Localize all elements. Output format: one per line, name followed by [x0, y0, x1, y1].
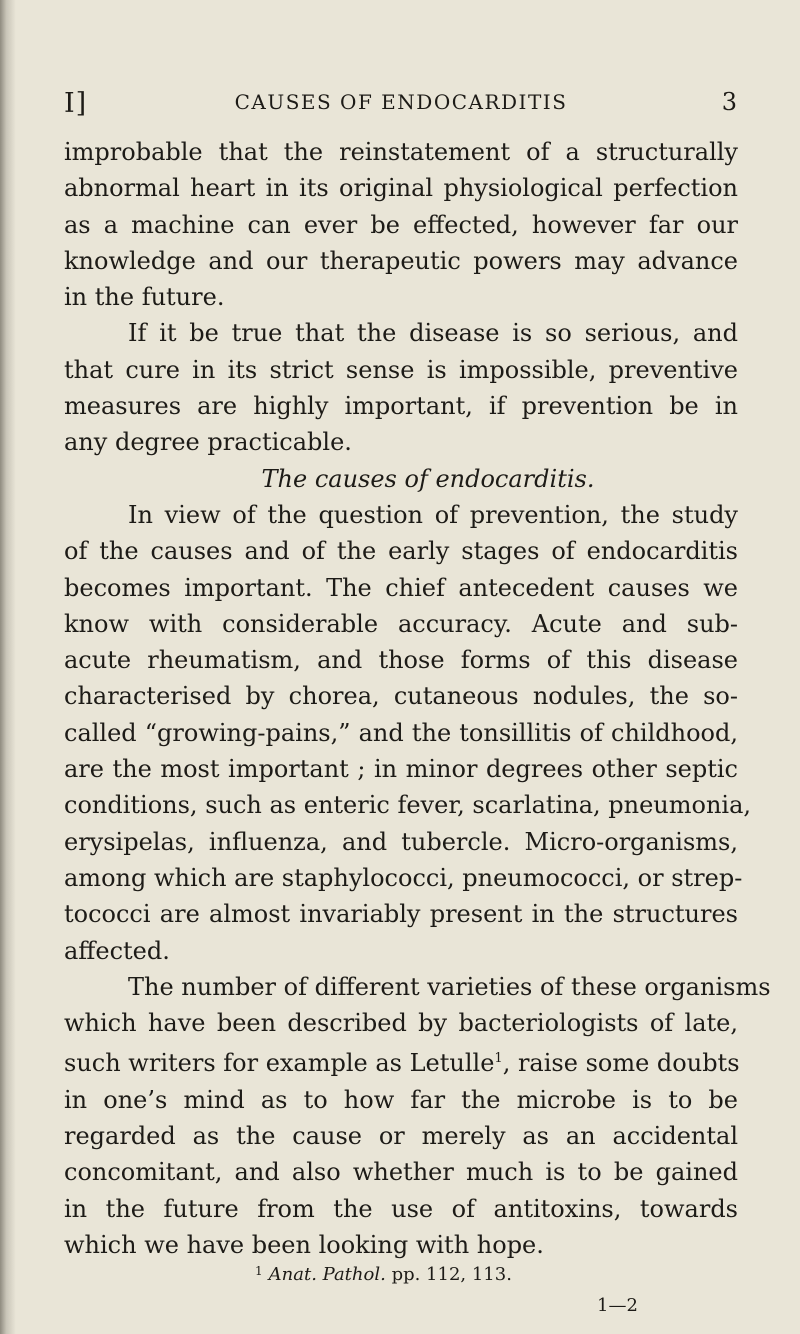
text-line: as a machine can ever be effected, however far our	[64, 210, 738, 239]
text-line: The number of different varieties of these organisms	[128, 972, 771, 1001]
text-fragment: , raise some doubts	[502, 1049, 740, 1078]
text-line: becomes important. The chief antecedent causes we	[64, 573, 738, 602]
section-heading: The causes of endocarditis.	[261, 464, 595, 493]
text-line: measures are highly important, if prevention be in	[64, 392, 738, 421]
text-line: in the future.	[64, 283, 225, 312]
footnote-marker: 1	[255, 1264, 263, 1278]
text-line: that cure in its strict sense is impossible, preventive	[64, 355, 738, 384]
text-line: of the causes and of the early stages of endocarditis	[64, 537, 738, 566]
text-line: knowledge and our therapeutic powers may advance	[64, 246, 738, 275]
text-line: in the future from the use of antitoxins, towards	[64, 1194, 738, 1223]
text-line: which we have been looking with hope.	[64, 1230, 544, 1259]
paragraph-1	[64, 134, 738, 315]
paragraph-3	[64, 497, 752, 969]
chapter-number: I]	[64, 88, 88, 119]
text-line: abnormal heart in its original physiological perfection	[64, 174, 738, 203]
text-line: any degree practicable.	[64, 428, 352, 457]
text-line: tococci are almost invariably present in the structures	[64, 900, 738, 929]
text-line: are the most important ; in minor degrees other septic	[64, 755, 738, 784]
footnote	[255, 1264, 512, 1285]
page-number: 3	[721, 88, 738, 116]
text-line: conditions, such as enteric fever, scarlatina, pneumonia,	[64, 791, 752, 820]
text-line: concomitant, and also whether much is to be gained	[64, 1158, 738, 1187]
running-header	[64, 88, 738, 118]
page-edge-shadow	[0, 0, 16, 1334]
paragraph-4	[64, 969, 771, 1263]
text-line: called “growing-pains,” and the tonsillitis of childhood,	[64, 718, 738, 747]
text-line: erysipelas, influenza, and tubercle. Micro-organisms,	[64, 827, 738, 856]
text-fragment: such writers for example as Letulle	[64, 1049, 495, 1078]
footnote-reference: 1	[494, 1051, 503, 1067]
text-line: affected.	[64, 936, 170, 965]
text-line: If it be true that the disease is so serious, and	[128, 319, 738, 348]
text-line: which have been described by bacteriologists of late,	[64, 1009, 738, 1038]
body-text	[64, 134, 771, 1263]
printer-signature: 1—2	[597, 1295, 638, 1316]
footnote-pages: pp. 112, 113.	[391, 1264, 512, 1285]
text-line: characterised by chorea, cutaneous nodules, the so-	[64, 682, 738, 711]
text-line: In view of the question of prevention, the study	[128, 500, 738, 529]
text-line: in one’s mind as to how far the microbe is to be	[64, 1085, 738, 1114]
paragraph-2	[64, 315, 738, 460]
text-line: among which are staphylococci, pneumococci, or strep-	[64, 863, 743, 892]
footnote-source: Anat. Pathol.	[268, 1264, 386, 1285]
text-line: improbable that the reinstatement of a structurally	[64, 138, 738, 166]
text-line: know with considerable accuracy. Acute and sub-	[64, 609, 738, 638]
running-title: CAUSES OF ENDOCARDITIS	[234, 90, 568, 114]
text-line: acute rheumatism, and those forms of this disease	[64, 646, 738, 675]
text-line: regarded as the cause or merely as an accidental	[64, 1122, 738, 1151]
text-line-with-reference	[64, 1041, 738, 1081]
